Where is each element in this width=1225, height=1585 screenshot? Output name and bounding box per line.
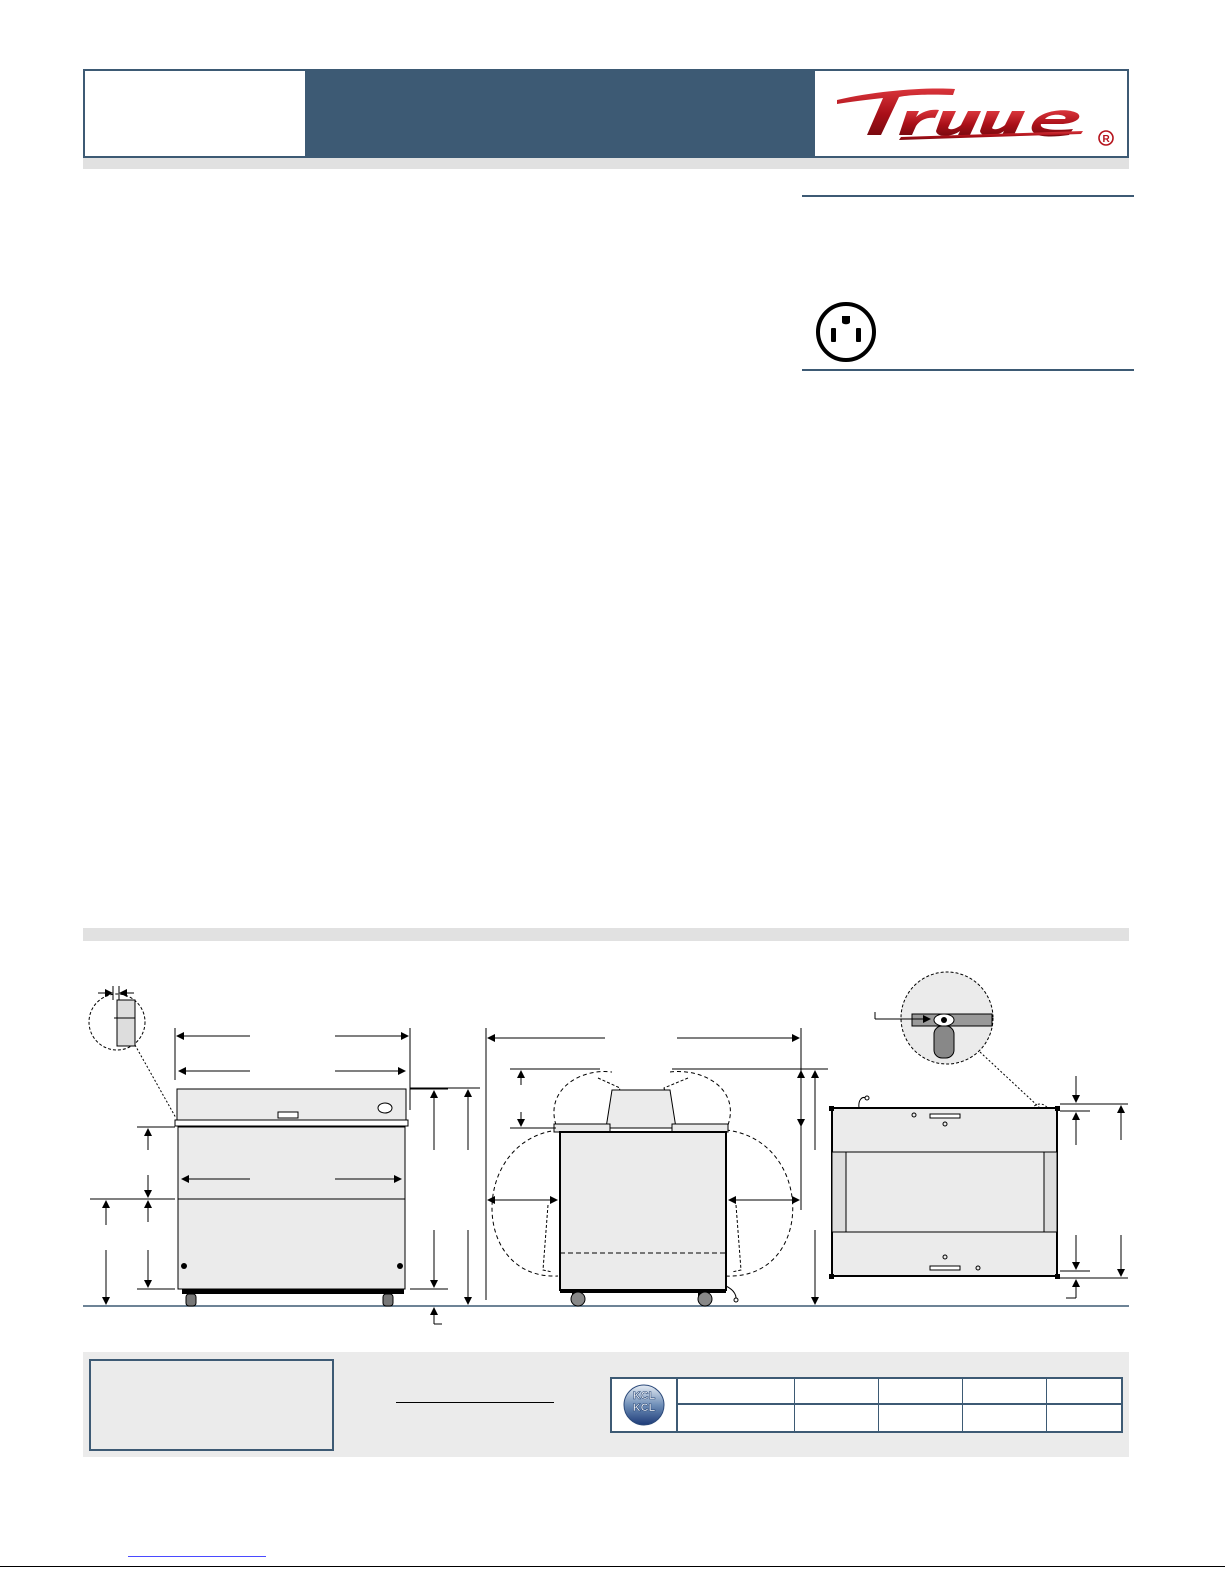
true-logo xyxy=(815,71,1127,156)
svg-text:R: R xyxy=(1102,134,1110,145)
cert-col-divider xyxy=(962,1379,963,1431)
footer-link-underline[interactable] xyxy=(128,1556,266,1557)
svg-text:KCL: KCL xyxy=(632,1402,656,1414)
nema-plug-icon xyxy=(814,300,878,364)
certification-table xyxy=(610,1377,1123,1433)
sidebar-bottom-rule xyxy=(802,369,1134,371)
technical-drawings xyxy=(0,960,1225,1340)
cert-col-divider xyxy=(794,1379,795,1431)
header-title-band xyxy=(305,69,815,158)
front-view xyxy=(89,986,480,1324)
footer-info-box xyxy=(89,1359,334,1451)
header-model-box xyxy=(83,69,305,158)
header-underline xyxy=(83,158,1129,169)
page-bottom-rule xyxy=(0,1566,1225,1567)
cert-logo-cell xyxy=(612,1379,678,1431)
footer-signature-line xyxy=(396,1402,554,1403)
header-logo-box xyxy=(815,69,1129,158)
sidebar-top-rule xyxy=(802,195,1134,197)
cert-col-divider xyxy=(878,1379,879,1431)
side-view xyxy=(486,1028,828,1306)
svg-text:KCL: KCL xyxy=(632,1390,656,1402)
top-view xyxy=(829,972,1128,1298)
cert-row-divider xyxy=(678,1403,1123,1405)
cert-col-divider xyxy=(1046,1379,1047,1431)
kcl-logo xyxy=(612,1379,676,1431)
drawings-section-rule xyxy=(83,928,1129,941)
